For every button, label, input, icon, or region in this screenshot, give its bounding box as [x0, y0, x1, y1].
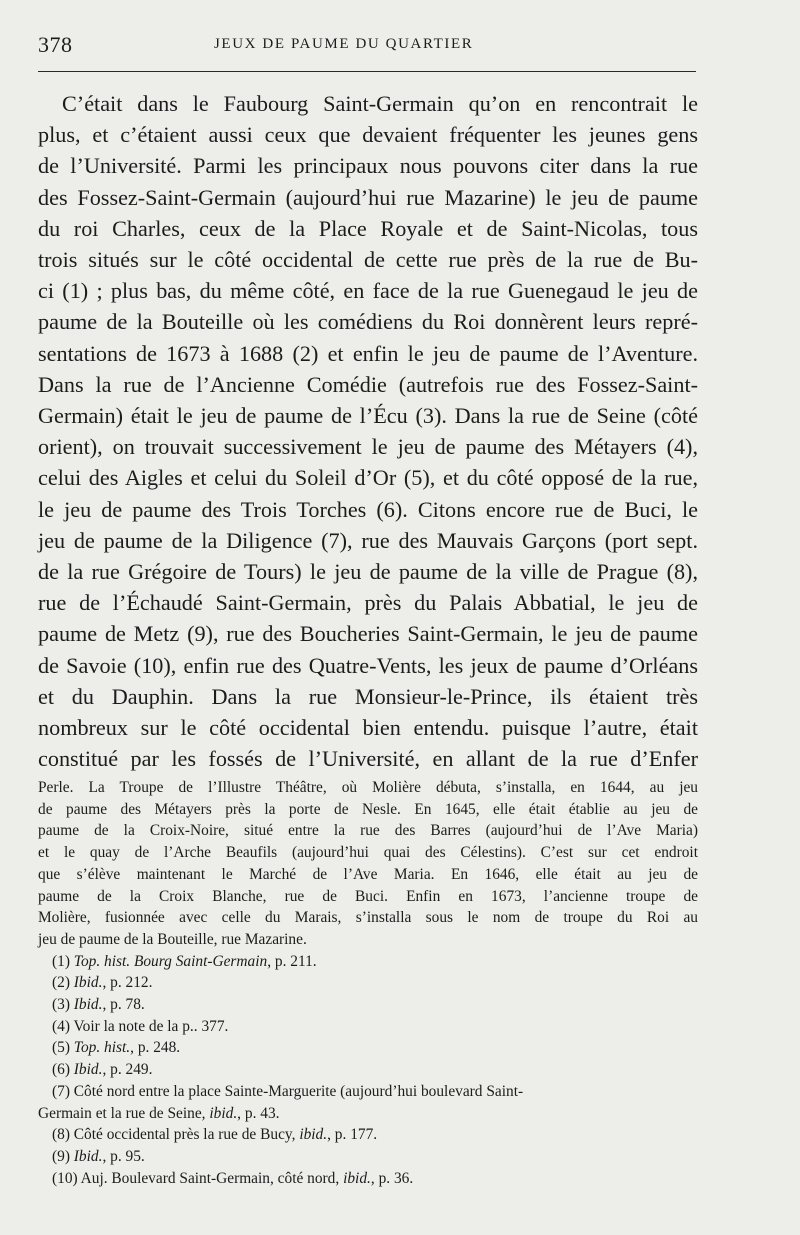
- reference-text: (3): [52, 996, 74, 1014]
- reference-item: [38, 1124, 698, 1146]
- reference-text: , p. 249.: [102, 1061, 153, 1079]
- reference-text: Auj. Boulevard Saint-Germain, côté nord,: [80, 1169, 344, 1187]
- reference-text: Voir la note de la p.. 377.: [73, 1017, 229, 1035]
- page-number: 378: [38, 32, 73, 57]
- note-line: Molière, fusionnée avec celle du Marais, s’installa sous le nom de troupe du Roi au: [38, 909, 698, 927]
- reference-item: [38, 1037, 698, 1059]
- reference-item: [38, 994, 698, 1016]
- reference-title: Ibid.: [73, 996, 103, 1014]
- note-line: jeu de paume de la Bouteille, rue Mazarine.: [38, 930, 307, 948]
- reference-item: [38, 1059, 698, 1081]
- reference-text: (1): [52, 952, 74, 970]
- note-line: paume de la Croix Blanche, rue de Buci. Enfin en 1673, l’ancienne troupe de: [38, 887, 698, 905]
- reference-text: , p. 211.: [267, 952, 317, 970]
- reference-text: (6): [52, 1061, 74, 1079]
- reference-item: [38, 951, 698, 973]
- reference-title: Ibid.: [73, 1147, 103, 1165]
- body-line: celui des Aigles et celui du Soleil d’Or (5), et du côté opposé de la rue,: [38, 465, 698, 491]
- body-line: rue de l’Échaudé Saint-Germain, près du Palais Abbatial, le jeu de: [38, 590, 698, 616]
- body-line: Dans la rue de l’Ancienne Comédie (autrefois rue des Fossez-Saint-: [38, 371, 698, 397]
- body-line: Germain) était le jeu de paume de l’Écu (3). Dans la rue de Seine (côté: [38, 403, 698, 429]
- header-rule: [38, 71, 696, 72]
- page-header: [38, 28, 758, 62]
- reference-item: [38, 1146, 698, 1168]
- reference-text: Côté occidental près la rue de Bucy,: [73, 1126, 300, 1144]
- reference-text: , p. 95.: [102, 1147, 145, 1165]
- body-line: sentations de 1673 à 1688 (2) et enfin le jeu de paume de l’Aventure.: [38, 340, 698, 366]
- reference-title: ibid.: [343, 1169, 371, 1187]
- body-line: du roi Charles, ceux de la Place Royale et de Saint-Nicolas, tous: [38, 215, 698, 241]
- reference-item: [38, 972, 698, 994]
- body-line: plus, et c’étaient aussi ceux que devaient fréquenter les jeunes gens: [38, 122, 698, 148]
- reference-item: [38, 1168, 698, 1190]
- reference-item: [38, 1016, 698, 1038]
- body-line: et du Dauphin. Dans la rue Monsieur-le-Prince, ils étaient très: [38, 683, 698, 709]
- reference-text: , p. 78.: [102, 996, 145, 1014]
- reference-text: , p. 212.: [102, 974, 153, 992]
- body-line: trois situés sur le côté occidental de cette rue près de la rue de Bu-: [38, 247, 698, 273]
- note-line: que s’élève maintenant le Marché de l’Ave Maria. En 1646, elle était au jeu de: [38, 865, 698, 883]
- body-line: de Savoie (10), enfin rue des Quatre-Vents, les jeux de paume d’Orléans: [38, 652, 698, 678]
- reference-list: [38, 951, 698, 1190]
- reference-text: (4): [52, 1017, 74, 1035]
- reference-text: (5): [52, 1039, 74, 1057]
- reference-item: [38, 1081, 698, 1103]
- reference-text: (9): [52, 1147, 74, 1165]
- reference-title: ibid.: [209, 1104, 238, 1122]
- body-line: nombreux sur le côté occidental bien entendu. puisque l’autre, était: [38, 715, 698, 741]
- body-line: paume de Metz (9), rue des Boucheries Saint-Germain, le jeu de paume: [38, 621, 698, 647]
- reference-text: Côté nord entre la place Sainte-Marguerite (aujourd’hui boulevard Saint-: [73, 1082, 524, 1100]
- reference-title: Top. hist.: [73, 1039, 131, 1057]
- body-line: paume de la Bouteille où les comédiens du Roi donnèrent leurs repré-: [38, 309, 698, 335]
- body-line: jeu de paume de la Diligence (7), rue des Mauvais Garçons (port sept.: [38, 527, 698, 553]
- reference-text: , p. 248.: [130, 1039, 181, 1057]
- reference-text: Germain et la rue de Seine,: [38, 1104, 210, 1122]
- body-line: de la rue Grégoire de Tours) le jeu de paume de la ville de Prague (8),: [38, 559, 698, 585]
- note-line: de paume des Métayers près la porte de Nesle. En 1645, elle était établie au jeu de: [38, 800, 698, 818]
- reference-title: Top. hist. Bourg Saint-Germain: [73, 952, 268, 970]
- reference-title: Ibid.: [73, 974, 103, 992]
- reference-title: ibid.: [299, 1126, 328, 1144]
- reference-text: (7): [52, 1082, 74, 1100]
- reference-item: [38, 1103, 698, 1125]
- reference-text: , p. 36.: [370, 1169, 414, 1187]
- reference-text: (8): [52, 1126, 74, 1144]
- body-line: le jeu de paume des Trois Torches (6). Citons encore rue de Buci, le: [38, 496, 698, 522]
- body-line: ci (1) ; plus bas, du même côté, en face de la rue Guenegaud le jeu de: [38, 278, 698, 304]
- body-line: de l’Université. Parmi les principaux nous pouvons citer dans la rue: [38, 153, 698, 179]
- reference-title: Ibid.: [73, 1061, 103, 1079]
- reference-text: , p. 177.: [327, 1126, 378, 1144]
- footnotes: [38, 777, 698, 1189]
- body-line: constitué par les fossés de l’Université, en allant de la rue d’Enfer: [38, 746, 698, 772]
- note-line: Perle. La Troupe de l’Illustre Théâtre, où Molière débuta, s’installa, en 1644, au jeu: [38, 779, 698, 796]
- note-line: paume de la Croix-Noire, situé entre la rue des Barres (aujourd’hui de l’Ave Maria): [38, 822, 698, 840]
- note-line: et le quay de l’Arche Beaufils (aujourd’hui quai des Célestins). C’est sur cet endroit: [38, 844, 698, 862]
- body-line: C’était dans le Faubourg Saint-Germain qu’on en rencontrait le: [62, 91, 698, 116]
- running-title: JEUX DE PAUME DU QUARTIER: [214, 36, 474, 52]
- reference-text: , p. 43.: [237, 1104, 280, 1122]
- reference-text: (2): [52, 974, 74, 992]
- body-line: des Fossez-Saint-Germain (aujourd’hui rue Mazarine) le jeu de paume: [38, 184, 698, 210]
- main-text: [38, 88, 698, 774]
- body-line: orient), on trouvait successivement le jeu de paume des Métayers (4),: [38, 434, 698, 460]
- reference-text: (10): [52, 1169, 81, 1187]
